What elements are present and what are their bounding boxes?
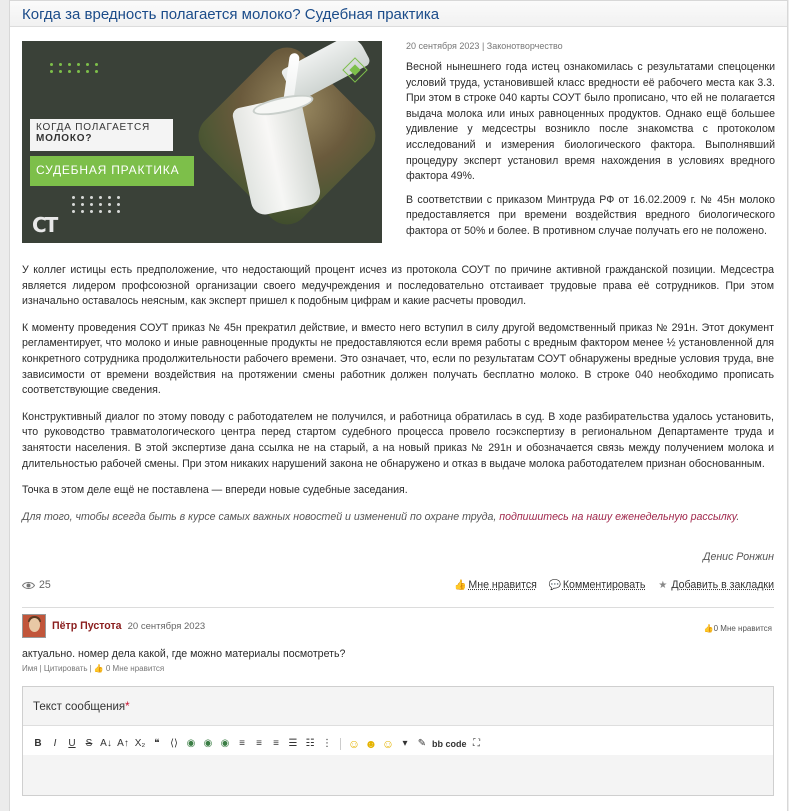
align-center-icon[interactable]: ≡ (256, 737, 262, 749)
views-counter (22, 579, 51, 591)
paragraph-1: Весной нынешнего года истец ознакомилась с результатами спецоценки условий труда, установившей класс вредности её рабочего места как 3.3. При этом в строке 040 карты СОУТ было прописано, что ей не полагается выдача молока или иных равноценных продуктов. Однако ещё большее удивление у медсестры возникло после знакомства с протоколом исследований и измерения биологического фактора. Выполнявший процедуру эксперт установил время нахождения в условиях вредного фактора 49%. (406, 61, 775, 183)
underline-button[interactable]: U (68, 737, 76, 749)
article-actions (454, 579, 774, 591)
align-right-icon[interactable]: ≡ (273, 737, 279, 749)
reply-editor (22, 686, 774, 796)
star-icon: ★ (658, 579, 668, 591)
align-left-icon[interactable]: ≡ (239, 737, 245, 749)
article-author: Денис Ронжин (703, 551, 774, 564)
eraser-icon[interactable]: ✎ (417, 737, 427, 749)
smile-icon[interactable]: ☺ (347, 736, 361, 751)
subscribe-link[interactable]: подпишитесь на нашу еженедельную рассылку (499, 510, 737, 523)
paragraph-4: К моменту проведения СОУТ приказ № 45н прекратил действие, и вместо него вступил в силу другой ведомственный приказ № 291н. Этот документ регламентирует, что молоко и иные равноценные продукты не предоставляются если время работы с вредным фактором менее ½ установленной для конкретного сотрудника продолжительности рабочего времени. Это означает, что, если по результатам СОУТ обнаружены вредные условия труда, вне зависимости от времени воздействия на протяжении смены работник должен получать бесплатно молоко. В строке 040 необходимо прописать соответствующие сведения. (22, 321, 774, 397)
paragraph-6: Точка в этом деле ещё не поставлена — впереди новые судебные заседания. (22, 484, 408, 497)
thumbs-up-icon: 👍 (703, 624, 714, 634)
dots-decoration (50, 63, 99, 73)
speech-bubble-icon: 💬 (548, 579, 562, 591)
thumbs-up-icon: 👍 (93, 664, 104, 674)
image-question-line2: МОЛОКО? (36, 133, 93, 144)
article-top (22, 41, 774, 263)
fullscreen-icon[interactable]: ⛶ (473, 737, 481, 749)
logo: СТ (32, 213, 57, 237)
thumbs-up-icon: 👍 (454, 579, 467, 591)
article-intro (406, 41, 775, 248)
comment-button[interactable]: 💬 Комментировать (548, 579, 646, 592)
comment-actions: Имя | Цитировать | 👍 0 Мне нравится (22, 664, 165, 674)
comment-date: 20 сентября 2023 (127, 621, 206, 633)
article-stats (22, 573, 774, 597)
link-icon[interactable]: ◉ (203, 737, 213, 749)
paragraph-3: У коллег истицы есть предположение, что недостающий процент исчез из протокола СОУТ по причине активной гражданской позиции. Медсестра является лидером профсоюзной организации своего медучреждения и последовательно отстаивает трудовые права её сотрудников. При этом изначально оставалось неясным, как эксперт пришел к подобным цифрам и какие расчеты проводил. (22, 264, 774, 308)
quote-icon[interactable]: ❝ (154, 737, 160, 749)
eye-icon (22, 581, 35, 590)
comment-text: актуально. номер дела какой, где можно материалы посмотреть? (22, 648, 346, 661)
paragraph-2: В соответствии с приказом Минтруда РФ от 16.02.2009 г. № 45н молоко предоставляется при времени воздействия вредного биологического фактора от 50% и более. В противном случае получать его не положено. (406, 193, 775, 237)
comment-quote-link[interactable]: Цитировать (43, 664, 88, 674)
bold-button[interactable]: B (34, 737, 42, 749)
bookmark-button[interactable]: ★ Добавить в закладки (658, 579, 774, 592)
article-image (22, 41, 382, 243)
views-count: 25 (39, 579, 51, 592)
comment-name-link[interactable]: Имя (22, 664, 38, 674)
subscript-icon[interactable]: X₂ (134, 737, 146, 749)
article-title[interactable]: Когда за вредность полагается молоко? Судебная практика (22, 6, 440, 23)
bbcode-button[interactable]: bb code (432, 738, 467, 749)
image-question-box (30, 119, 173, 151)
dots-decoration-bottom (72, 196, 121, 213)
like-button[interactable]: 👍 Мне нравится (454, 579, 537, 592)
cool-icon[interactable]: ☺ (381, 736, 395, 751)
article-category[interactable]: Законотворчество (486, 41, 563, 51)
article-meta: 20 сентября 2023 | Законотворчество (406, 41, 563, 51)
article-page (9, 0, 788, 811)
editor-label: Текст сообщения* (33, 701, 130, 714)
comment (22, 608, 774, 676)
bullet-list-icon[interactable]: ☰ (288, 737, 298, 749)
chevron-down-icon[interactable]: ▾ (402, 737, 408, 749)
comment-like-top[interactable]: 👍0 Мне нравится (703, 624, 772, 634)
article-content (10, 27, 787, 796)
numbered-list-icon[interactable]: ☷ (305, 737, 315, 749)
required-mark: * (125, 701, 130, 714)
wink-icon[interactable]: ☻ (364, 736, 378, 751)
image-banner: СУДЕБНАЯ ПРАКТИКА (30, 156, 194, 186)
article-date: 20 сентября 2023 (406, 41, 480, 51)
comment-header (52, 620, 205, 632)
video-icon[interactable]: ◉ (220, 737, 230, 749)
comment-author[interactable]: Пётр Пустота (52, 620, 122, 633)
subscribe-note: Для того, чтобы всегда быть в курсе самых важных новостей и изменений по охране труда, подпишитесь на нашу еженедельную рассылку. (22, 510, 740, 523)
code-icon[interactable]: ⟨⟩ (170, 737, 178, 749)
comment-like-link[interactable]: 0 Мне нравится (105, 664, 165, 674)
image-icon[interactable]: ◉ (186, 737, 196, 749)
article-body (22, 263, 774, 525)
font-size-up-icon[interactable]: A↑ (117, 737, 129, 749)
paragraph-5: Конструктивный диалог по этому поводу с работодателем не получился, и работница обратилась в суд. В ходе разбирательства удалось установить, что руководство травматологического центра перед стартом судебного процесса провело госэкспертизу в региональном Департаменте труда и занятости населения. В этой экспертизе дана ссылка не на старый, а на новый приказ № 291н и обозначается связь между получением молока и длительностью рабочей смены. При этом никаких нарушений закона не обнаружено и отказ в выдаче молока работодателем признан обоснованным. (22, 410, 774, 470)
strike-button[interactable]: S (85, 737, 93, 749)
indent-icon[interactable]: ⋮ (322, 737, 332, 749)
editor-toolbar (23, 725, 773, 755)
italic-button[interactable]: I (53, 737, 57, 749)
font-size-down-icon[interactable]: A↓ (100, 737, 112, 749)
image-question-line1: КОГДА ПОЛАГАЕТСЯ (36, 122, 150, 133)
avatar[interactable] (22, 614, 46, 638)
title-bar (10, 1, 787, 27)
